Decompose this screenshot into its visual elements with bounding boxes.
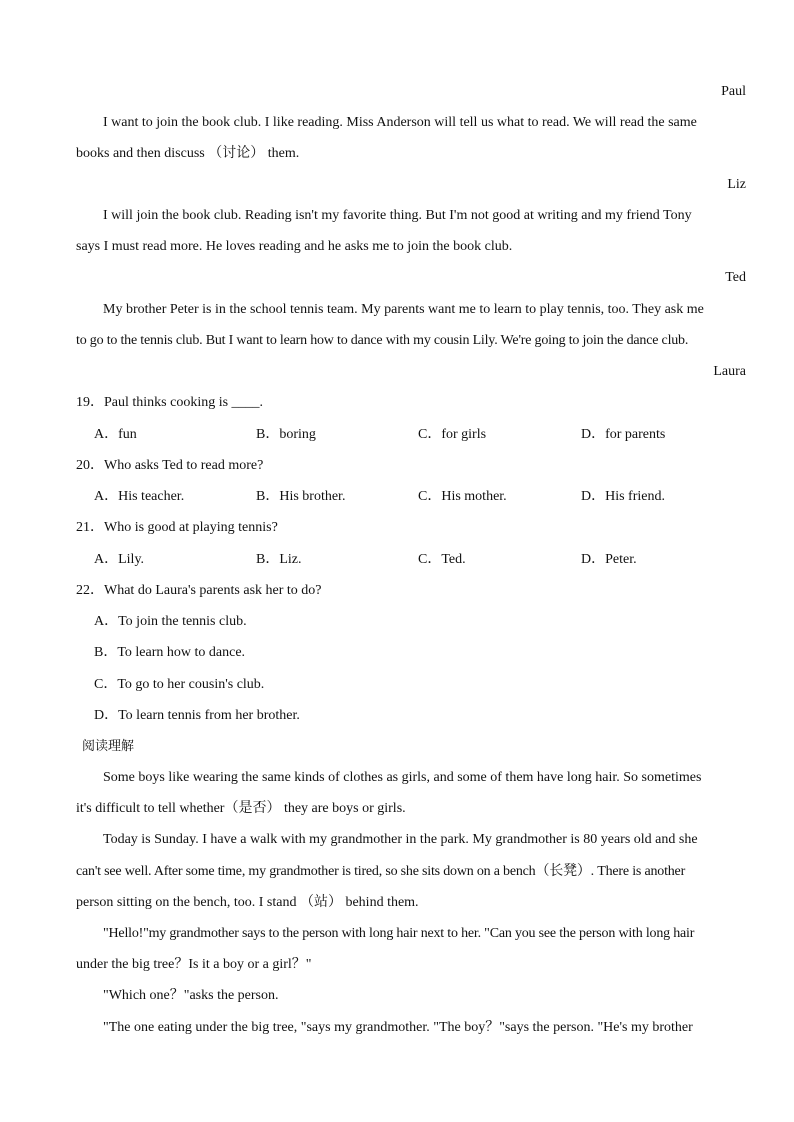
signature-liz: Liz <box>727 177 746 192</box>
signature-laura: Laura <box>713 364 746 379</box>
passage2-line-5: person sitting on the bench, too. I stand （站） behind them. <box>76 895 419 910</box>
question-21-stem: 21．Who is good at playing tennis? <box>76 520 278 535</box>
passage2-line-4: can't see well. After some time, my grandmother is tired, so she sits down on a bench（长凳）. There is another <box>76 864 686 879</box>
question-20-option-a[interactable]: A．His teacher. <box>94 489 185 504</box>
question-19-option-b[interactable]: B．boring <box>256 427 316 442</box>
question-22-option-c[interactable]: C．To go to her cousin's club. <box>94 677 265 692</box>
question-19-stem: 19．Paul thinks cooking is ____. <box>76 395 264 410</box>
passage2-line-2: it's difficult to tell whether（是否） they are boys or girls. <box>76 801 406 816</box>
paragraph-laura-line-2: to go to the tennis club. But I want to learn how to dance with my cousin Lily. We're going to join the dance club. <box>76 333 689 348</box>
question-20-option-b[interactable]: B．His brother. <box>256 489 346 504</box>
paragraph-ted-line-1: I will join the book club. Reading isn't my favorite thing. But I'm not good at writing and my friend Tony <box>103 208 692 223</box>
paragraph-laura-line-1: My brother Peter is in the school tennis team. My parents want me to learn to play tennis, too. They ask me <box>103 302 704 317</box>
passage2-line-9: "The one eating under the big tree, "says my grandmother. "The boy？"says the person. "He's my brother <box>103 1020 693 1035</box>
question-20-stem: 20．Who asks Ted to read more? <box>76 458 264 473</box>
question-21-option-a[interactable]: A．Lily. <box>94 552 145 567</box>
passage2-line-1: Some boys like wearing the same kinds of clothes as girls, and some of them have long hair. So sometimes <box>103 770 702 785</box>
question-22-option-d[interactable]: D．To learn tennis from her brother. <box>94 708 300 723</box>
question-21-option-b[interactable]: B．Liz. <box>256 552 302 567</box>
signature-ted: Ted <box>725 270 746 285</box>
question-20-option-d[interactable]: D．His friend. <box>581 489 665 504</box>
question-22-stem: 22．What do Laura's parents ask her to do? <box>76 583 322 598</box>
paragraph-ted-line-2: says I must read more. He loves reading and he asks me to join the book club. <box>76 239 513 254</box>
question-19-option-d[interactable]: D．for parents <box>581 427 666 442</box>
paragraph-liz-line-2: books and then discuss （讨论） them. <box>76 146 300 161</box>
question-22-option-a[interactable]: A．To join the tennis club. <box>94 614 247 629</box>
question-22-option-b[interactable]: B．To learn how to dance. <box>94 645 246 660</box>
question-20-option-c[interactable]: C．His mother. <box>418 489 507 504</box>
passage2-line-3: Today is Sunday. I have a walk with my grandmother in the park. My grandmother is 80 years old and she <box>103 832 698 847</box>
passage2-line-6: "Hello!"my grandmother says to the person with long hair next to her. "Can you see the person with long hair <box>103 926 695 941</box>
question-21-option-d[interactable]: D．Peter. <box>581 552 637 567</box>
question-21-option-c[interactable]: C．Ted. <box>418 552 466 567</box>
question-19-option-a[interactable]: A．fun <box>94 427 137 442</box>
passage2-line-8: "Which one？"asks the person. <box>103 988 279 1003</box>
passage2-line-7: under the big tree？Is it a boy or a girl？" <box>76 957 312 972</box>
signature-paul: Paul <box>721 84 746 99</box>
paragraph-liz-line-1: I want to join the book club. I like reading. Miss Anderson will tell us what to read. We will read the same <box>103 115 697 130</box>
question-19-option-c[interactable]: C．for girls <box>418 427 487 442</box>
section-title: 阅读理解 <box>82 739 135 754</box>
